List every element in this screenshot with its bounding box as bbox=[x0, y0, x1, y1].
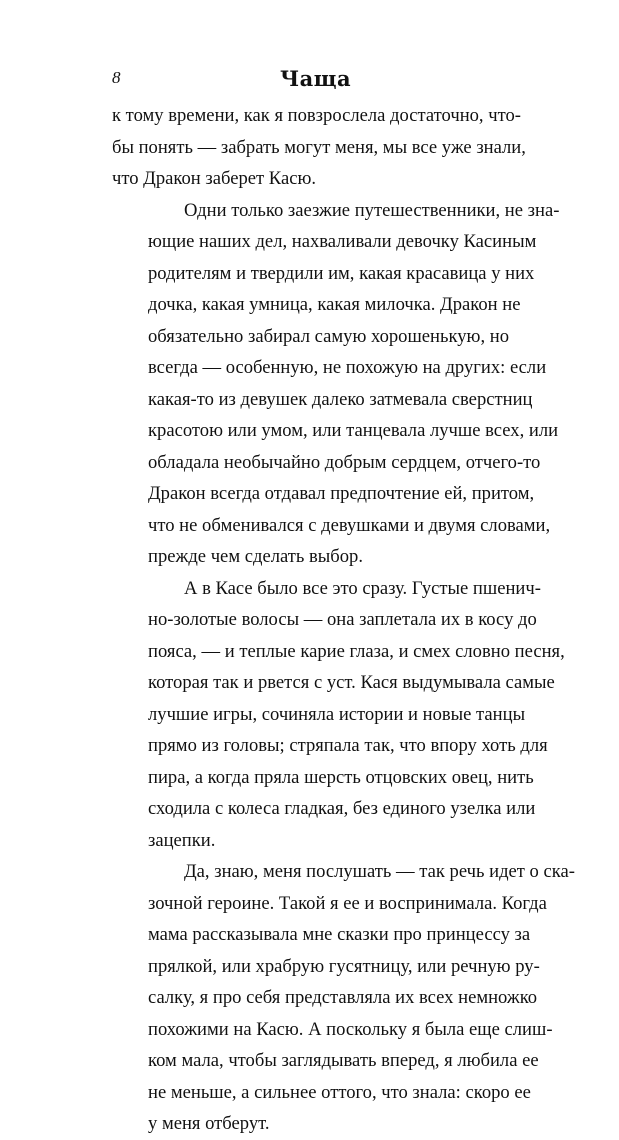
text-line: прежде чем сделать выбор. bbox=[148, 546, 363, 567]
text-line: родителям и твердили им, какая красавица у них bbox=[148, 262, 535, 284]
running-title: Чаща bbox=[279, 66, 352, 91]
text-line: какая-то из девушек далеко затмевала сверстниц bbox=[148, 388, 533, 410]
text-line: лучшие игры, сочиняла истории и новые танцы bbox=[148, 703, 526, 725]
paragraph bbox=[112, 856, 575, 1140]
text-line: пояса, — и теплые карие глаза, и смех словно песня, bbox=[148, 640, 565, 662]
text-line: пира, а когда пряла шерсть отцовских овец, нить bbox=[148, 766, 534, 788]
text-line: что Дракон заберет Касю. bbox=[112, 168, 316, 189]
text-line: Одни только заезжие путешественники, не зна- bbox=[184, 199, 560, 221]
text-line: мама рассказывала мне сказки про принцессу за bbox=[148, 924, 531, 945]
text-line: зочной героине. Такой я ее и воспринимала. Когда bbox=[148, 892, 547, 914]
text-line: что не обменивался с девушками и двумя словами, bbox=[148, 514, 551, 536]
text-line: которая так и рвется с уст. Кася выдумывала самые bbox=[148, 672, 555, 693]
text-line: прямо из головы; стряпала так, что впору хоть для bbox=[148, 735, 548, 756]
text-line: зацепки. bbox=[148, 829, 216, 851]
text-line: обязательно забирал самую хорошенькую, но bbox=[148, 325, 509, 347]
text-line: всегда — особенную, не похожую на других: если bbox=[148, 357, 547, 378]
text-line: не меньше, а сильнее оттого, что знала: скоро ее bbox=[148, 1081, 531, 1103]
text-line: дочка, какая умница, какая милочка. Дракон не bbox=[148, 294, 521, 315]
text-line: прялкой, или храбрую гусятницу, или речную ру- bbox=[148, 955, 540, 977]
paragraph bbox=[112, 573, 565, 857]
body-text bbox=[112, 100, 575, 1140]
text-line: ком мала, чтобы заглядывать вперед, я любила ее bbox=[148, 1050, 539, 1071]
page-number: 8 bbox=[112, 68, 121, 87]
text-line: к тому времени, как я повзрослела достаточно, что- bbox=[112, 105, 521, 126]
text-line: бы понять — забрать могут меня, мы все уже знали, bbox=[112, 136, 526, 158]
text-line: Да, знаю, меня послушать — так речь идет о ска- bbox=[184, 861, 575, 882]
text-line: обладала необычайно добрым сердцем, отчего-то bbox=[148, 451, 541, 473]
text-line: Дракон всегда отдавал предпочтение ей, притом, bbox=[148, 483, 535, 504]
text-line: красотою или умом, или танцевала лучше всех, или bbox=[148, 420, 559, 441]
text-line: но-золотые волосы — она заплетала их в косу до bbox=[148, 609, 537, 630]
page-header bbox=[112, 68, 519, 92]
text-line: ющие наших дел, нахваливали девочку Касиным bbox=[148, 231, 537, 252]
text-line: у меня отберут. bbox=[148, 1113, 270, 1134]
text-line: А в Касе было все это сразу. Густые пшенич- bbox=[184, 577, 541, 599]
paragraph bbox=[112, 100, 526, 195]
text-line: сходила с колеса гладкая, без единого узелка или bbox=[148, 798, 536, 819]
text-line: салку, я про себя представляла их всех немножко bbox=[148, 987, 538, 1008]
paragraph bbox=[112, 195, 560, 573]
text-line: похожими на Касю. А поскольку я была еще слиш- bbox=[148, 1018, 553, 1040]
